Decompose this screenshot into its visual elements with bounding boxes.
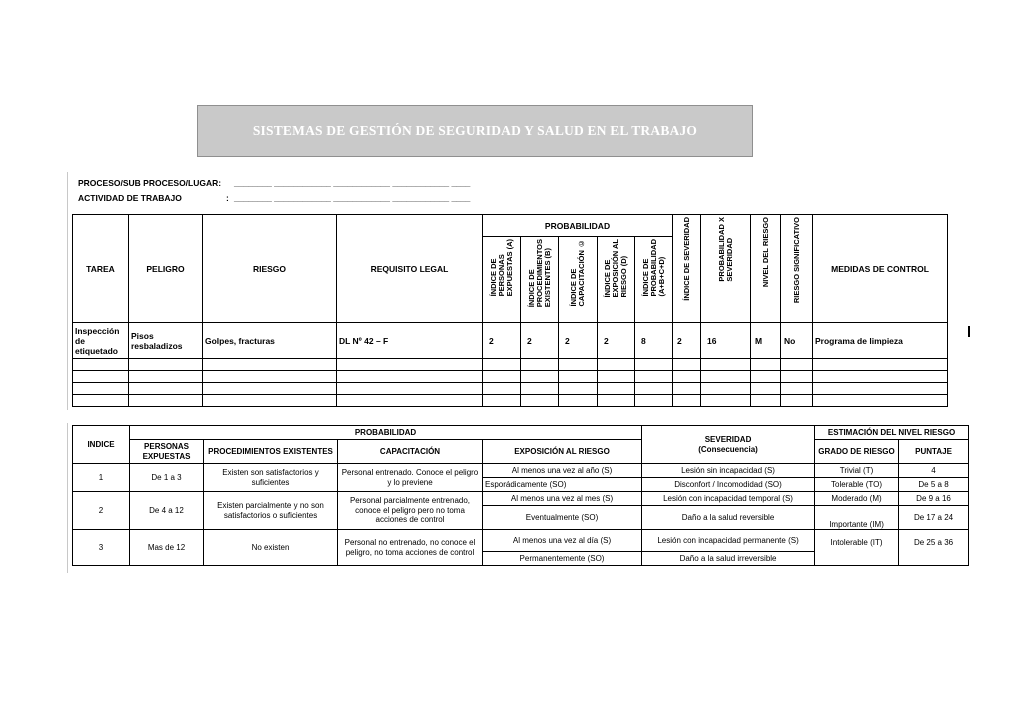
- legend-header-probabilidad: PROBABILIDAD: [130, 426, 642, 440]
- legend-grado-5: Intolerable (IT): [815, 530, 899, 566]
- header-tarea: TAREA: [73, 215, 129, 323]
- header-indice-d: [598, 237, 635, 323]
- legend-puntaje-2: De 5 a 8: [899, 478, 969, 492]
- page-left-border-bottom: [67, 423, 68, 573]
- legend-personas-2: De 4 a 12: [130, 492, 204, 530]
- legend-procedimientos-1: Existen son satisfactorios y suficientes: [204, 464, 338, 492]
- page-left-border-top: [67, 172, 68, 410]
- legend-header-estimacion: ESTIMACIÓN DEL NIVEL RIESGO: [815, 426, 969, 440]
- cell-indice-b: 2: [521, 323, 559, 359]
- legend-header-personas: PERSONAS EXPUESTAS: [130, 440, 204, 464]
- cell-tarea: Inspección de etiquetado: [73, 323, 129, 359]
- header-riesgo: RIESGO: [203, 215, 337, 323]
- legend-procedimientos-2: Existen parcialmente y no son satisfactorios o suficientes: [204, 492, 338, 530]
- cell-indice-probabilidad: 8: [635, 323, 673, 359]
- proceso-line: [78, 178, 471, 188]
- legend-grado-2: Tolerable (TO): [815, 478, 899, 492]
- legend-exposicion-3b: Permanentemente (SO): [483, 552, 642, 566]
- actividad-colon: :: [226, 193, 229, 203]
- cell-medidas-control: Programa de limpieza: [813, 323, 948, 359]
- actividad-label: ACTIVIDAD DE TRABAJO: [78, 193, 182, 203]
- legend-capacitacion-3: Personal no entrenado, no conoce el peligro, no toma acciones de control: [338, 530, 483, 566]
- proceso-label: PROCESO/SUB PROCESO/LUGAR:: [78, 178, 222, 188]
- legend-puntaje-1: 4: [899, 464, 969, 478]
- legend-severidad-3b: Daño a la salud irreversible: [642, 552, 815, 566]
- cell-requisito: DL Nº 42 – F: [337, 323, 483, 359]
- legend-capacitacion-1: Personal entrenado. Conoce el peligro y lo previene: [338, 464, 483, 492]
- legend-severidad-1a: Lesión sin incapacidad (S): [642, 464, 815, 478]
- cell-riesgo: Golpes, fracturas: [203, 323, 337, 359]
- legend-procedimientos-3: No existen: [204, 530, 338, 566]
- text-cursor-marker: [968, 326, 970, 337]
- legend-header-grado: GRADO DE RIESGO: [815, 440, 899, 464]
- legend-puntaje-3: De 9 a 16: [899, 492, 969, 506]
- legend-exposicion-2a: Al menos una vez al mes (S): [483, 492, 642, 506]
- legend-exposicion-1b: Esporádicamente (SO): [483, 478, 642, 492]
- header-nivel-riesgo: [751, 215, 781, 323]
- actividad-blank: ________ ____________ ____________ ____________ ____: [234, 193, 471, 203]
- legend-header-exposicion: EXPOSICIÓN AL RIESGO: [483, 440, 642, 464]
- header-indice-a-label: ÍNDICE DE PERSONAS EXPUESTAS (A): [488, 239, 514, 297]
- document-title: SISTEMAS DE GESTIÓN DE SEGURIDAD Y SALUD EN EL TRABAJO: [252, 123, 698, 138]
- proceso-blank: ________ ____________ ____________ ____________ ____: [234, 178, 471, 188]
- legend-exposicion-1a: Al menos una vez al año (S): [483, 464, 642, 478]
- header-indice-severidad-label: ÍNDICE DE SEVERIDAD: [681, 217, 691, 301]
- header-prob-x-severidad: [701, 215, 751, 323]
- header-prob-x-severidad-label: PROBABILIDAD X SEVERIDAD: [716, 217, 734, 282]
- cell-prob-x-severidad: 16: [701, 323, 751, 359]
- cell-peligro: Pisos resbaladizos: [129, 323, 203, 359]
- header-indice-b: [521, 237, 559, 323]
- cell-indice-severidad: 2: [673, 323, 701, 359]
- legend-capacitacion-2: Personal parcialmente entrenado, conoce el peligro pero no toma acciones de control: [338, 492, 483, 530]
- legend-indice-3: 3: [73, 530, 130, 566]
- header-nivel-riesgo-label: NIVEL DEL RIESGO: [760, 217, 770, 288]
- legend-exposicion-2b: Eventualmente (SO): [483, 506, 642, 530]
- legend-header-puntaje: PUNTAJE: [899, 440, 969, 464]
- legend-severidad-2a: Lesión con incapacidad temporal (S): [642, 492, 815, 506]
- header-indice-a: [483, 237, 521, 323]
- legend-personas-3: Mas de 12: [130, 530, 204, 566]
- cell-indice-a: 2: [483, 323, 521, 359]
- legend-puntaje-4: De 17 a 24: [899, 506, 969, 530]
- header-requisito-legal: REQUISITO LEGAL: [337, 215, 483, 323]
- header-peligro: PELIGRO: [129, 215, 203, 323]
- legend-header-indice: INDICE: [73, 426, 130, 464]
- header-indice-c-label: ÍNDICE DE CAPACITACIÓN ©: [569, 239, 586, 307]
- header-probabilidad: PROBABILIDAD: [483, 215, 673, 237]
- table-row: [73, 323, 948, 359]
- legend-severidad-3a: Lesión con incapacidad permanente (S): [642, 530, 815, 552]
- risk-matrix-table: [72, 214, 948, 407]
- legend-indice-2: 2: [73, 492, 130, 530]
- actividad-line: [78, 193, 471, 203]
- header-indice-severidad: [673, 215, 701, 323]
- legend-indice-1: 1: [73, 464, 130, 492]
- cell-nivel-riesgo: M: [751, 323, 781, 359]
- header-riesgo-significativo: [781, 215, 813, 323]
- table-row-empty: [73, 371, 948, 383]
- header-indice-b-label: ÍNDICE DE PROCEDIMIENTOS EXISTENTES (B): [526, 239, 552, 308]
- header-indice-d-label: ÍNDICE DE EXPOSICIÓN AL RIESGO (D): [603, 239, 628, 298]
- legend-header-procedimientos: PROCEDIMIENTOS EXISTENTES: [204, 440, 338, 464]
- legend-severidad-1b: Disconfort / Incomodidad (SO): [642, 478, 815, 492]
- legend-grado-1: Trivial (T): [815, 464, 899, 478]
- document-title-banner: [197, 105, 753, 157]
- table-row-empty: [73, 383, 948, 395]
- cell-indice-d: 2: [598, 323, 635, 359]
- criteria-legend-table: [72, 425, 969, 566]
- legend-header-severidad: [642, 426, 815, 464]
- legend-severidad-2b: Daño a la salud reversible: [642, 506, 815, 530]
- table-row-empty: [73, 359, 948, 371]
- legend-header-severidad-label: SEVERIDAD: [704, 435, 752, 444]
- header-riesgo-significativo-label: RIESGO SIGNIFICATIVO: [791, 217, 801, 304]
- legend-header-capacitacion: CAPACITACIÓN: [338, 440, 483, 464]
- legend-personas-1: De 1 a 3: [130, 464, 204, 492]
- cell-riesgo-significativo: No: [781, 323, 813, 359]
- header-medidas-control: MEDIDAS DE CONTROL: [813, 215, 948, 323]
- table-row-empty: [73, 395, 948, 407]
- header-indice-probabilidad-label: ÍNDICE DE PROBABILIDAD (A+B+C+D): [640, 239, 666, 297]
- legend-grado-3: Moderado (M): [815, 492, 899, 506]
- legend-header-consecuencia-label: (Consecuencia): [698, 444, 758, 454]
- header-indice-c: [559, 237, 598, 323]
- cell-indice-c: 2: [559, 323, 598, 359]
- legend-exposicion-3a: Al menos una vez al día (S): [483, 530, 642, 552]
- legend-grado-4: Importante (IM): [815, 506, 899, 530]
- legend-puntaje-5: De 25 a 36: [899, 530, 969, 566]
- header-indice-probabilidad: [635, 237, 673, 323]
